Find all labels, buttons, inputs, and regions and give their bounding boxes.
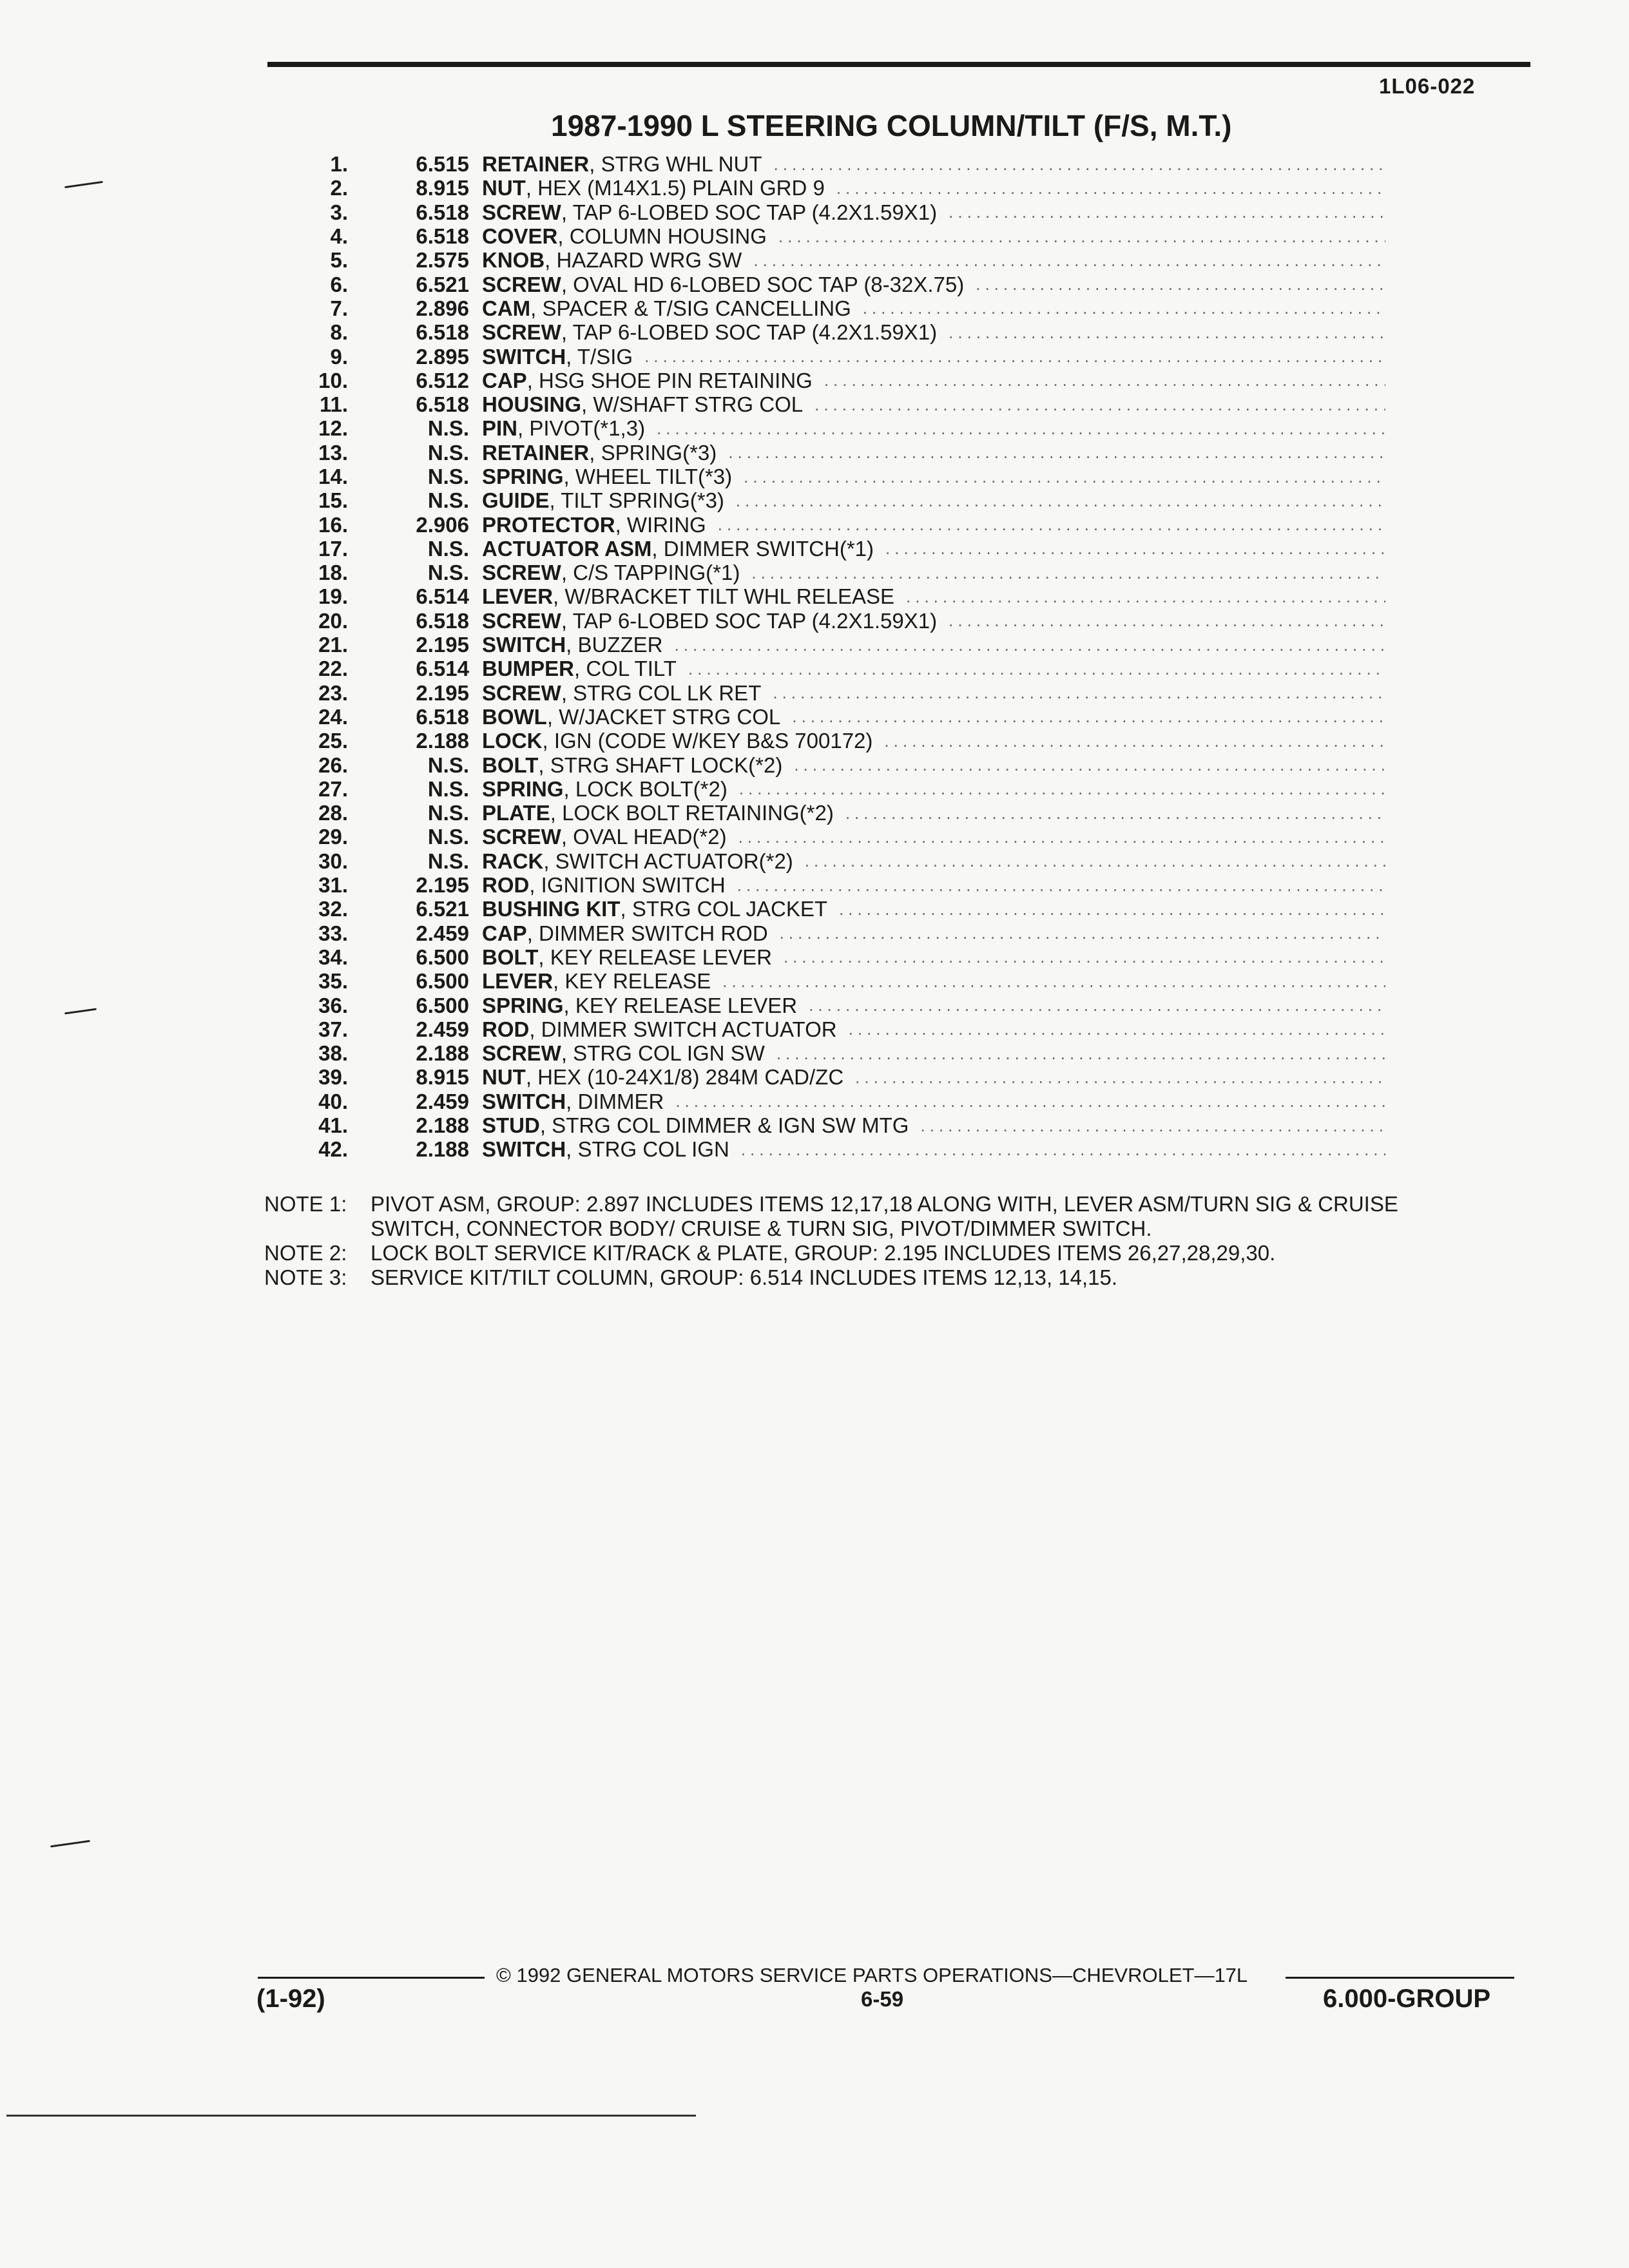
leader-dots bbox=[845, 805, 1385, 822]
part-description: , SWITCH ACTUATOR(*2) bbox=[543, 849, 793, 873]
part-name: SWITCH bbox=[482, 633, 566, 657]
leader-dots bbox=[784, 948, 1385, 965]
part-name: CAP bbox=[482, 921, 527, 945]
part-row bbox=[284, 1137, 1385, 1161]
part-number: 18. bbox=[318, 561, 348, 585]
part-row bbox=[284, 392, 1385, 416]
part-row bbox=[284, 512, 1385, 536]
part-number: 10. bbox=[318, 368, 348, 392]
part-number: 26. bbox=[318, 753, 348, 777]
leader-dots bbox=[792, 708, 1385, 725]
part-name: SCREW bbox=[482, 561, 561, 585]
part-name: ROD bbox=[482, 873, 530, 898]
part-description: , W/JACKET STRG COL bbox=[546, 704, 781, 729]
part-description: , STRG COL DIMMER & IGN SW MTG bbox=[539, 1113, 909, 1138]
part-name: SCREW bbox=[482, 272, 561, 296]
part-row bbox=[284, 753, 1385, 776]
part-description: , C/S TAPPING(*1) bbox=[561, 561, 740, 585]
part-group: 2.459 bbox=[416, 1017, 469, 1041]
part-name: COVER bbox=[482, 224, 558, 249]
part-name: BOWL bbox=[482, 704, 547, 729]
part-group: 2.896 bbox=[416, 296, 469, 320]
leader-dots bbox=[737, 877, 1385, 894]
leader-dots bbox=[722, 973, 1385, 990]
part-row bbox=[284, 1041, 1385, 1065]
part-number: 17. bbox=[318, 536, 348, 561]
part-description: , OVAL HEAD(*2) bbox=[561, 825, 727, 849]
leader-dots bbox=[809, 997, 1385, 1014]
part-group: 2.195 bbox=[416, 680, 469, 705]
part-row bbox=[284, 801, 1385, 825]
part-description: , STRG COL JACKET bbox=[620, 897, 827, 921]
part-group: 6.500 bbox=[416, 945, 469, 969]
part-number: 42. bbox=[318, 1137, 348, 1162]
footer-rule-right bbox=[1286, 1977, 1514, 1979]
part-number: 25. bbox=[318, 729, 348, 753]
part-description: , TAP 6-LOBED SOC TAP (4.2X1.59X1) bbox=[561, 200, 938, 224]
part-number: 4. bbox=[330, 224, 348, 249]
note-2-text: LOCK BOLT SERVICE KIT/RACK & PLATE, GROUP: 2.195 INCLUDES ITEMS 26,27,28,29,30. bbox=[371, 1241, 1276, 1265]
part-group: N.S. bbox=[427, 488, 469, 513]
part-row bbox=[284, 224, 1385, 248]
part-description: , HEX (M14X1.5) PLAIN GRD 9 bbox=[525, 176, 825, 200]
margin-mark bbox=[64, 1008, 97, 1015]
part-number: 5. bbox=[330, 248, 348, 273]
page-number: 6-59 bbox=[861, 1987, 904, 2011]
note-1-label: NOTE 1: bbox=[264, 1192, 347, 1216]
part-group: 6.518 bbox=[416, 200, 469, 224]
leader-dots bbox=[949, 612, 1385, 629]
part-row bbox=[284, 897, 1385, 921]
part-description: , LOCK BOLT(*2) bbox=[563, 776, 728, 801]
part-description: , STRG SHAFT LOCK(*2) bbox=[538, 753, 783, 777]
part-group: 8.915 bbox=[416, 176, 469, 200]
leader-dots bbox=[906, 588, 1385, 605]
part-description: , DIMMER SWITCH(*1) bbox=[651, 536, 874, 561]
leader-dots bbox=[855, 1069, 1385, 1086]
part-row bbox=[284, 609, 1385, 633]
part-number: 23. bbox=[318, 680, 348, 705]
leader-dots bbox=[736, 492, 1385, 509]
part-name: RETAINER bbox=[482, 440, 590, 465]
part-row bbox=[284, 1113, 1385, 1137]
part-name: CAP bbox=[482, 368, 527, 392]
leader-dots bbox=[744, 468, 1385, 485]
part-name: STUD bbox=[482, 1113, 540, 1138]
leader-dots bbox=[675, 1093, 1385, 1110]
part-description: , OVAL HD 6-LOBED SOC TAP (8-32X.75) bbox=[561, 272, 965, 296]
leader-dots bbox=[657, 420, 1385, 437]
part-description: , TAP 6-LOBED SOC TAP (4.2X1.59X1) bbox=[561, 320, 938, 345]
part-name: SPRING bbox=[482, 776, 564, 801]
part-name: KNOB bbox=[482, 248, 545, 273]
part-number: 35. bbox=[318, 969, 348, 994]
leader-dots bbox=[976, 276, 1385, 293]
copyright-text: © 1992 GENERAL MOTORS SERVICE PARTS OPERATIONS—CHEVROLET—17L bbox=[496, 1964, 1248, 1986]
leader-dots bbox=[920, 1117, 1385, 1134]
part-row bbox=[284, 1017, 1385, 1041]
part-row bbox=[284, 272, 1385, 296]
part-group: N.S. bbox=[427, 776, 469, 801]
part-group: 6.500 bbox=[416, 993, 469, 1017]
leader-dots bbox=[849, 1021, 1385, 1037]
part-row bbox=[284, 969, 1385, 993]
leader-dots bbox=[805, 852, 1385, 869]
part-row bbox=[284, 344, 1385, 368]
part-description: , STRG WHL NUT bbox=[589, 152, 762, 177]
margin-mark bbox=[64, 181, 103, 188]
part-group: 2.895 bbox=[416, 344, 469, 369]
leader-dots bbox=[776, 1045, 1385, 1062]
part-number: 13. bbox=[318, 440, 348, 465]
part-row bbox=[284, 681, 1385, 705]
leader-dots bbox=[863, 300, 1385, 316]
part-description: , WIRING bbox=[615, 512, 706, 537]
note-3-label: NOTE 3: bbox=[264, 1265, 347, 1289]
part-description: , DIMMER SWITCH ROD bbox=[526, 921, 768, 945]
part-description: , BUZZER bbox=[566, 633, 663, 657]
page-id: 1L06-022 bbox=[1379, 74, 1476, 98]
part-name: SCREW bbox=[482, 200, 561, 224]
part-description: , LOCK BOLT RETAINING(*2) bbox=[550, 801, 834, 825]
part-group: N.S. bbox=[427, 801, 469, 825]
part-description: , SPACER & T/SIG CANCELLING bbox=[530, 296, 851, 320]
part-row bbox=[284, 320, 1385, 344]
part-group: 2.459 bbox=[416, 921, 469, 945]
part-row bbox=[284, 1065, 1385, 1089]
part-row bbox=[284, 633, 1385, 657]
part-name: BOLT bbox=[482, 945, 539, 969]
part-description: , HAZARD WRG SW bbox=[545, 248, 742, 273]
part-group: 2.188 bbox=[416, 1137, 469, 1162]
part-name: SCREW bbox=[482, 320, 561, 345]
note-2-label: NOTE 2: bbox=[264, 1241, 347, 1265]
part-group: 2.906 bbox=[416, 512, 469, 537]
part-number: 6. bbox=[330, 272, 348, 296]
part-group: 6.514 bbox=[416, 657, 469, 681]
part-group: 2.188 bbox=[416, 1041, 469, 1066]
part-number: 16. bbox=[318, 512, 348, 537]
leader-dots bbox=[774, 156, 1385, 173]
leader-dots bbox=[728, 444, 1385, 461]
part-group: 2.195 bbox=[416, 873, 469, 898]
part-row bbox=[284, 945, 1385, 969]
part-row bbox=[284, 441, 1385, 465]
part-description: , SPRING(*3) bbox=[589, 440, 717, 465]
part-description: , W/SHAFT STRG COL bbox=[581, 392, 804, 417]
leader-dots bbox=[884, 733, 1385, 749]
part-name: PLATE bbox=[482, 801, 550, 825]
part-row bbox=[284, 921, 1385, 945]
part-group: 6.518 bbox=[416, 608, 469, 633]
part-number: 24. bbox=[318, 704, 348, 729]
part-group: N.S. bbox=[427, 561, 469, 585]
part-group: N.S. bbox=[427, 416, 469, 441]
part-description: , HSG SHOE PIN RETAINING bbox=[526, 368, 813, 392]
part-group: N.S. bbox=[427, 440, 469, 465]
part-number: 21. bbox=[318, 633, 348, 657]
part-number: 30. bbox=[318, 849, 348, 873]
part-number: 41. bbox=[318, 1113, 348, 1138]
part-number: 38. bbox=[318, 1041, 348, 1066]
part-description: , STRG COL IGN SW bbox=[561, 1041, 765, 1066]
part-name: CAM bbox=[482, 296, 531, 320]
part-row bbox=[284, 152, 1385, 176]
leader-dots bbox=[839, 901, 1385, 918]
part-group: 6.518 bbox=[416, 704, 469, 729]
parts-list bbox=[284, 152, 1385, 1161]
leader-dots bbox=[644, 348, 1385, 365]
leader-dots bbox=[773, 684, 1385, 701]
part-group: 6.521 bbox=[416, 897, 469, 921]
notes-section bbox=[264, 1192, 1398, 1290]
part-name: SCREW bbox=[482, 608, 561, 633]
part-number: 9. bbox=[330, 344, 348, 369]
page-title: 1987-1990 L STEERING COLUMN/TILT (F/S, M.T.) bbox=[551, 109, 1232, 142]
part-number: 19. bbox=[318, 584, 348, 609]
part-name: SPRING bbox=[482, 993, 564, 1017]
part-description: , DIMMER SWITCH ACTUATOR bbox=[529, 1017, 837, 1041]
leader-dots bbox=[739, 780, 1385, 797]
note-3 bbox=[264, 1265, 1398, 1290]
part-description: , PIVOT(*1,3) bbox=[517, 416, 646, 441]
part-description: , WHEEL TILT(*3) bbox=[563, 465, 733, 488]
part-row bbox=[284, 465, 1385, 488]
part-row bbox=[284, 993, 1385, 1017]
part-description: , STRG COL IGN bbox=[566, 1137, 729, 1162]
part-description: , KEY RELEASE LEVER bbox=[538, 945, 772, 969]
leader-dots bbox=[753, 252, 1385, 269]
part-row bbox=[284, 657, 1385, 680]
part-number: 36. bbox=[318, 993, 348, 1017]
part-group: 2.188 bbox=[416, 729, 469, 753]
part-row bbox=[284, 296, 1385, 320]
leader-dots bbox=[718, 516, 1385, 533]
part-number: 1. bbox=[330, 152, 348, 177]
part-description: , IGNITION SWITCH bbox=[529, 873, 726, 898]
part-name: BOLT bbox=[482, 753, 539, 777]
margin-mark bbox=[50, 1840, 90, 1848]
part-row bbox=[284, 561, 1385, 584]
part-name: RETAINER bbox=[482, 152, 590, 177]
part-description: , COLUMN HOUSING bbox=[557, 224, 767, 249]
part-group: 6.512 bbox=[416, 368, 469, 392]
part-group: 2.459 bbox=[416, 1089, 469, 1113]
part-name: LOCK bbox=[482, 729, 543, 753]
part-group: 6.500 bbox=[416, 969, 469, 994]
footer-rule-left bbox=[258, 1977, 485, 1979]
part-group: 2.575 bbox=[416, 248, 469, 273]
leader-dots bbox=[675, 637, 1386, 653]
part-group: 6.515 bbox=[416, 152, 469, 177]
leader-dots bbox=[836, 180, 1385, 197]
part-number: 37. bbox=[318, 1017, 348, 1041]
part-description: , IGN (CODE W/KEY B&S 700172) bbox=[542, 729, 873, 753]
part-row bbox=[284, 825, 1385, 849]
part-group: N.S. bbox=[427, 753, 469, 777]
part-number: 28. bbox=[318, 801, 348, 825]
part-name: SWITCH bbox=[482, 1137, 566, 1162]
part-name: PIN bbox=[482, 416, 518, 441]
part-name: GUIDE bbox=[482, 488, 550, 513]
scan-edge-rule bbox=[6, 2115, 696, 2117]
part-group: N.S. bbox=[427, 825, 469, 849]
part-row bbox=[284, 705, 1385, 729]
part-name: RACK bbox=[482, 849, 544, 873]
part-name: NUT bbox=[482, 176, 526, 200]
part-group: 2.188 bbox=[416, 1113, 469, 1138]
header-rule bbox=[267, 62, 1530, 67]
part-group: N.S. bbox=[427, 849, 469, 873]
note-2 bbox=[264, 1241, 1398, 1265]
part-name: BUSHING KIT bbox=[482, 897, 621, 921]
part-row bbox=[284, 849, 1385, 873]
part-name: SCREW bbox=[482, 680, 561, 705]
part-description: , T/SIG bbox=[566, 344, 633, 369]
part-number: 33. bbox=[318, 921, 348, 945]
part-row bbox=[284, 873, 1385, 897]
part-number: 11. bbox=[319, 392, 348, 417]
leader-dots bbox=[738, 829, 1385, 845]
part-row bbox=[284, 416, 1385, 440]
part-group: N.S. bbox=[427, 536, 469, 561]
part-description: , KEY RELEASE LEVER bbox=[563, 993, 798, 1017]
part-row bbox=[284, 200, 1385, 224]
part-description: , KEY RELEASE bbox=[553, 969, 711, 994]
part-number: 32. bbox=[318, 897, 348, 921]
part-number: 22. bbox=[318, 657, 348, 681]
leader-dots bbox=[885, 540, 1385, 557]
part-description: , W/BRACKET TILT WHL RELEASE bbox=[553, 584, 894, 609]
group-code: 6.000-GROUP bbox=[1323, 1984, 1491, 2013]
part-group: 2.195 bbox=[416, 633, 469, 657]
part-row bbox=[284, 248, 1385, 272]
part-name: HOUSING bbox=[482, 392, 582, 417]
part-name: SWITCH bbox=[482, 344, 566, 369]
part-description: , HEX (10-24X1/8) 284M CAD/ZC bbox=[525, 1065, 844, 1090]
part-name: ROD bbox=[482, 1017, 530, 1041]
part-group: 6.518 bbox=[416, 392, 469, 417]
part-name: SWITCH bbox=[482, 1089, 566, 1113]
part-number: 7. bbox=[330, 296, 348, 320]
part-description: , TAP 6-LOBED SOC TAP (4.2X1.59X1) bbox=[561, 608, 938, 633]
part-name: LEVER bbox=[482, 584, 554, 609]
note-1 bbox=[264, 1192, 1398, 1216]
part-number: 40. bbox=[318, 1089, 348, 1113]
leader-dots bbox=[824, 372, 1385, 389]
part-number: 14. bbox=[318, 465, 348, 488]
part-row bbox=[284, 537, 1385, 561]
part-number: 20. bbox=[318, 608, 348, 633]
part-name: SCREW bbox=[482, 1041, 561, 1066]
leader-dots bbox=[949, 204, 1385, 220]
part-name: NUT bbox=[482, 1065, 526, 1090]
note-1-continuation: SWITCH, CONNECTOR BODY/ CRUISE & TURN SIG, PIVOT/DIMMER SWITCH. bbox=[371, 1216, 1152, 1240]
part-description: , COL TILT bbox=[574, 657, 677, 681]
part-group: 6.514 bbox=[416, 584, 469, 609]
part-name: LEVER bbox=[482, 969, 554, 994]
part-row bbox=[284, 1090, 1385, 1113]
part-row bbox=[284, 488, 1385, 512]
part-group: 6.518 bbox=[416, 224, 469, 249]
part-number: 29. bbox=[318, 825, 348, 849]
leader-dots bbox=[949, 324, 1385, 341]
part-row bbox=[284, 369, 1385, 392]
leader-dots bbox=[741, 1141, 1385, 1158]
part-number: 34. bbox=[318, 945, 348, 969]
leader-dots bbox=[688, 660, 1385, 677]
part-number: 3. bbox=[330, 200, 348, 224]
part-name: SPRING bbox=[482, 465, 564, 488]
part-name: PROTECTOR bbox=[482, 512, 615, 537]
part-description: , TILT SPRING(*3) bbox=[549, 488, 724, 513]
part-name: BUMPER bbox=[482, 657, 575, 681]
part-group: N.S. bbox=[427, 465, 469, 488]
part-row bbox=[284, 176, 1385, 200]
leader-dots bbox=[815, 396, 1385, 413]
note-3-text: SERVICE KIT/TILT COLUMN, GROUP: 6.514 INCLUDES ITEMS 12,13, 14,15. bbox=[371, 1265, 1118, 1289]
part-group: 6.518 bbox=[416, 320, 469, 345]
part-number: 2. bbox=[330, 176, 348, 200]
part-number: 39. bbox=[318, 1065, 348, 1090]
part-name: ACTUATOR ASM bbox=[482, 536, 652, 561]
part-group: 8.915 bbox=[416, 1065, 469, 1090]
part-number: 8. bbox=[330, 320, 348, 345]
part-row bbox=[284, 729, 1385, 753]
part-description: , STRG COL LK RET bbox=[561, 680, 762, 705]
part-group: 6.521 bbox=[416, 272, 469, 296]
part-row bbox=[284, 777, 1385, 801]
part-number: 15. bbox=[318, 488, 348, 513]
leader-dots bbox=[794, 756, 1385, 773]
part-description: , DIMMER bbox=[566, 1089, 664, 1113]
part-row bbox=[284, 584, 1385, 608]
part-number: 27. bbox=[318, 776, 348, 801]
part-number: 31. bbox=[318, 873, 348, 898]
note-1-text: PIVOT ASM, GROUP: 2.897 INCLUDES ITEMS 12,17,18 ALONG WITH, LEVER ASM/TURN SIG & CRUISE bbox=[371, 1192, 1398, 1216]
leader-dots bbox=[780, 925, 1385, 941]
part-name: SCREW bbox=[482, 825, 561, 849]
date-code: (1-92) bbox=[256, 1984, 325, 2013]
leader-dots bbox=[751, 564, 1385, 581]
leader-dots bbox=[778, 228, 1385, 245]
part-number: 12. bbox=[318, 416, 348, 441]
